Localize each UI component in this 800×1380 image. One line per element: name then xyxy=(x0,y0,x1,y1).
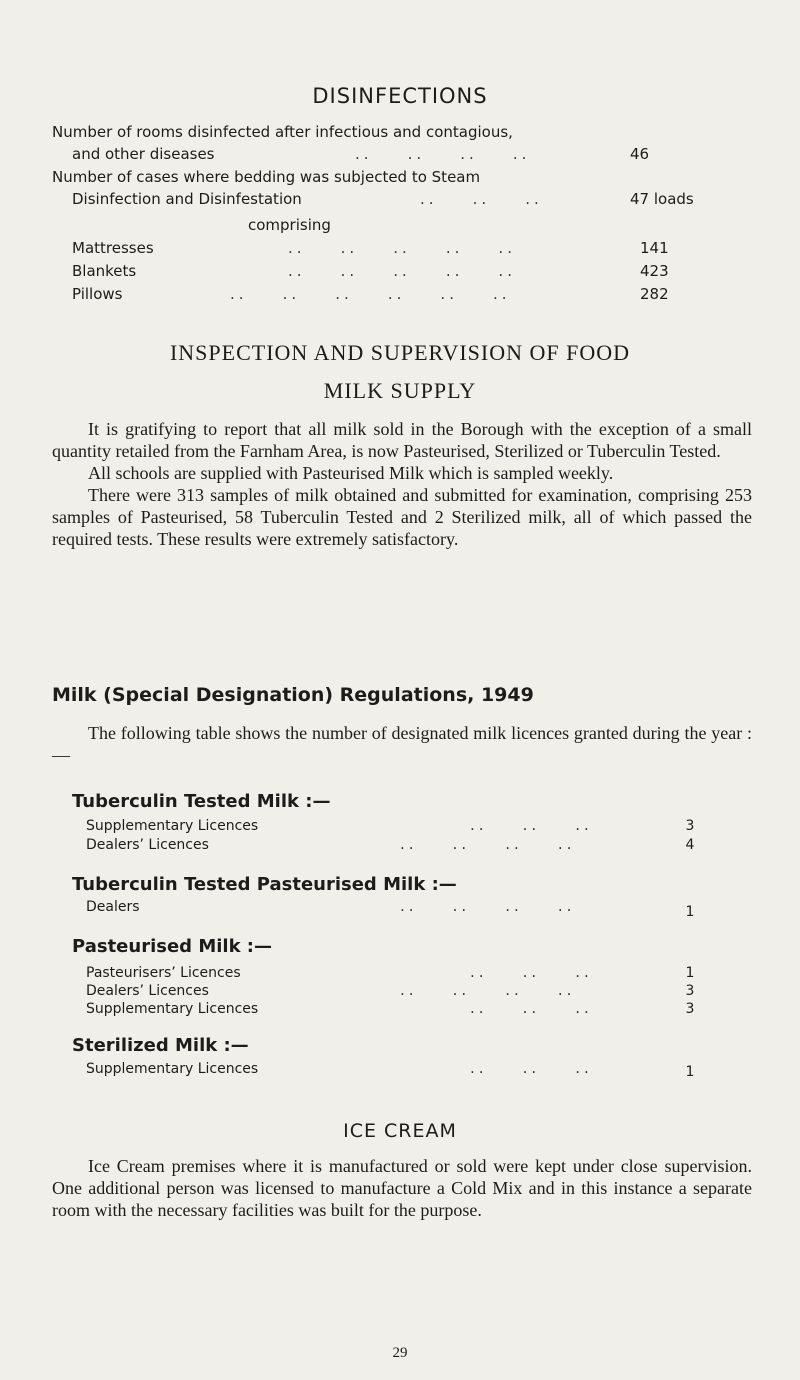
regulations-heading: Milk (Special Designation) Regulations, 1949 xyxy=(52,684,534,706)
licence-label: Supplementary Licences xyxy=(86,1001,259,1017)
bedding-label-line2: Disinfection and Disinfestation xyxy=(72,190,302,208)
licence-value: 3 xyxy=(685,1001,695,1017)
leader-dots: .. .. .. xyxy=(470,963,593,981)
item-value: 282 xyxy=(640,285,669,303)
comprising-label: comprising xyxy=(248,216,331,234)
item-label: Mattresses xyxy=(72,239,154,257)
ice-cream-text: Ice Cream premises where it is manufactured or sold were kept under close supervision. One additional person was licensed to manufacture a Cold Mix and in this instance a separate room with the necessary facilities was built for the purpose. xyxy=(52,1156,752,1220)
leader-dots: .. .. .. xyxy=(470,1059,593,1077)
licence-value: 4 xyxy=(685,837,695,853)
leader-dots: .. .. .. .. .. xyxy=(288,239,516,257)
leader-dots: .. .. .. .. xyxy=(355,145,531,163)
licence-label: Supplementary Licences xyxy=(86,818,259,834)
licence-label: Dealers xyxy=(86,899,140,915)
page-number: 29 xyxy=(392,1345,408,1361)
item-label: Blankets xyxy=(72,262,137,280)
food-heading-line1: INSPECTION AND SUPERVISION OF FOOD xyxy=(169,340,631,365)
paragraph: All schools are supplied with Pasteurised Milk which is sampled weekly. xyxy=(88,463,614,483)
licence-label: Dealers’ Licences xyxy=(86,983,209,999)
licence-label: Pasteurisers’ Licences xyxy=(86,965,241,981)
food-paragraphs xyxy=(52,418,752,550)
leader-dots: .. .. .. .. .. xyxy=(288,262,516,280)
licence-label: Dealers’ Licences xyxy=(86,837,209,853)
item-value: 423 xyxy=(640,262,669,280)
disinfections-heading: DISINFECTIONS xyxy=(312,84,488,108)
item-value: 141 xyxy=(640,239,669,257)
licence-label: Supplementary Licences xyxy=(86,1061,259,1077)
licence-value: 1 xyxy=(685,904,695,920)
category-heading: Sterilized Milk :— xyxy=(72,1035,249,1056)
ice-cream-heading: ICE CREAM xyxy=(343,1120,457,1142)
leader-dots: .. .. .. .. xyxy=(400,897,576,915)
regulations-intro-block xyxy=(52,722,752,766)
leader-dots: .. .. .. .. xyxy=(400,835,576,853)
leader-dots: .. .. .. .. .. .. xyxy=(230,285,511,303)
rooms-label-line2: and other diseases xyxy=(72,145,215,163)
paragraph: It is gratifying to report that all milk sold in the Borough with the exception of a small quantity retailed from the Farnham Area, is now Pasteurised, Sterilized or Tuberculin Tested. xyxy=(52,419,752,461)
licence-value: 1 xyxy=(685,1064,695,1080)
leader-dots: .. .. .. xyxy=(420,190,543,208)
category-heading: Pasteurised Milk :— xyxy=(72,936,273,957)
rooms-label-line1: Number of rooms disinfected after infectious and contagious, xyxy=(52,123,513,141)
rooms-value: 46 xyxy=(630,145,650,163)
licence-value: 1 xyxy=(685,965,695,981)
item-label: Pillows xyxy=(72,285,123,303)
bedding-value: 47 loads xyxy=(630,190,694,208)
food-heading-line2: MILK SUPPLY xyxy=(323,378,477,403)
paragraph: There were 313 samples of milk obtained and submitted for examination, comprising 253 samples of Pasteurised, 58 Tuberculin Tested and 2 Sterilized milk, all of which passed the required tests. These results were extremely satisfactory. xyxy=(52,485,752,549)
regulations-intro: The following table shows the number of designated milk licences granted during the year :— xyxy=(52,723,752,765)
licence-value: 3 xyxy=(685,818,695,834)
licence-value: 3 xyxy=(685,983,695,999)
category-heading: Tuberculin Tested Pasteurised Milk :— xyxy=(72,874,457,895)
bedding-label-line1: Number of cases where bedding was subjected to Steam xyxy=(52,168,481,186)
leader-dots: .. .. .. xyxy=(470,816,593,834)
leader-dots: .. .. .. xyxy=(470,999,593,1017)
category-heading: Tuberculin Tested Milk :— xyxy=(72,791,331,812)
leader-dots: .. .. .. .. xyxy=(400,981,576,999)
ice-cream-block xyxy=(52,1155,752,1221)
